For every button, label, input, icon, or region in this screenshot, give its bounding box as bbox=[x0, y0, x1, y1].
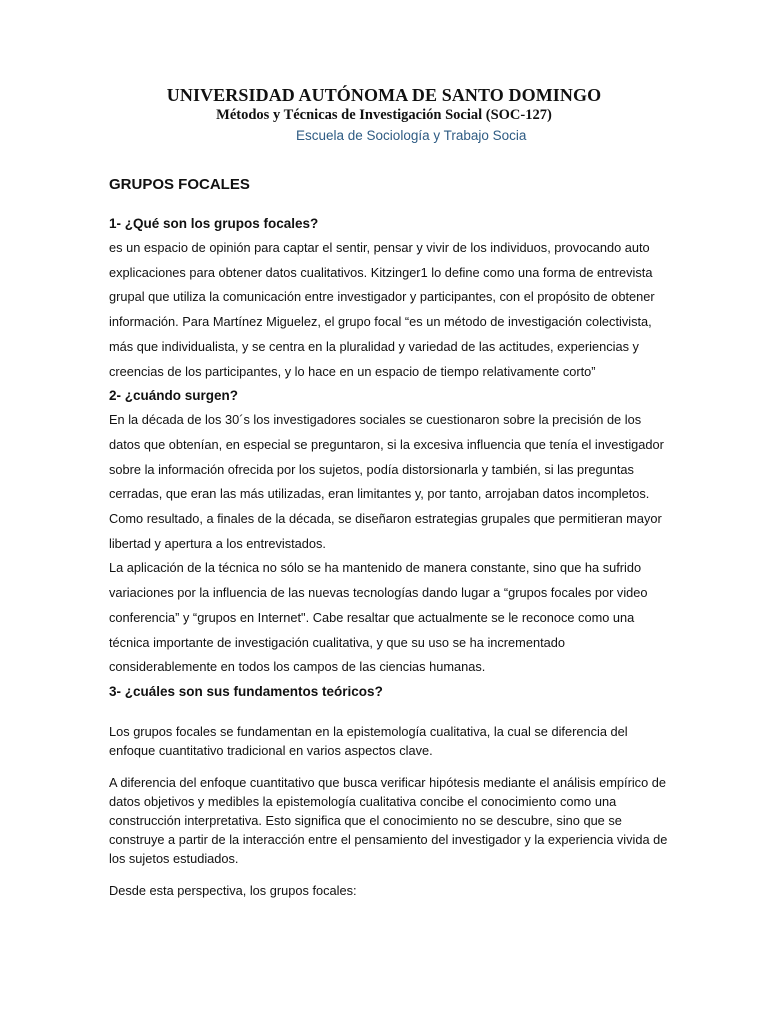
school-name: Escuela de Sociología y Trabajo Socia bbox=[296, 128, 527, 143]
answer-1: es un espacio de opinión para captar el sentir, pensar y vivir de los individuos, provocando auto explicaciones para obtener datos cualitativos. Kitzinger1 lo define como una forma de entrevista grupal que utiliza la comunicación entre investigador y participantes, con el propósito de obtener información. Para Martínez Miguelez, el grupo focal “es un método de investigación colectivista, más que individualista, y se centra en la pluralidad y variedad de las actitudes, experiencias y creencias de los participantes, y lo hace en un espacio de tiempo relativamente corto” bbox=[109, 240, 655, 379]
answer-2-part-1: En la década de los 30´s los investigadores sociales se cuestionaron sobre la precisión de los datos que obtenían, en especial se preguntaron, si la excesiva influencia que tenía el investigador sobre la información ofrecida por los sujetos, podía distorsionarla y también, si las preguntas cerradas, que eran las más utilizadas, eran limitantes y, por tanto, arrojaban datos incompletos. Como resultado, a finales de la década, se diseñaron estrategias grupales que permitieran mayor libertad y apertura a los entrevistados. bbox=[109, 412, 664, 551]
answer-3-paragraph-3: Desde esta perspectiva, los grupos focales: bbox=[109, 882, 357, 898]
section-title: GRUPOS FOCALES bbox=[109, 176, 250, 193]
question-3: 3- ¿cuáles son sus fundamentos teóricos? bbox=[109, 683, 383, 699]
question-2: 2- ¿cuándo surgen? bbox=[109, 388, 239, 404]
answer-2-part-2: La aplicación de la técnica no sólo se ha mantenido de manera constante, sino que ha sufrido variaciones por la influencia de las nuevas tecnologías dando lugar a “grupos focales por video conferencia” y “grupos en Internet". Cabe resaltar que actualmente se le reconoce como una técnica importante de investigación cualitativa, y que su uso se ha incrementado considerablemente en todos los campos de las ciencias humanas. bbox=[109, 560, 648, 675]
answer-3-paragraph-2: A diferencia del enfoque cuantitativo que busca verificar hipótesis mediante el análisis empírico de datos objetivos y medibles la epistemología cualitativa concibe el conocimiento como una construcción interpretativa. Esto significa que el conocimiento no se descubre, sino que se construye a partir de la interacción entre el pensamiento del investigador y la experiencia vivida de los sujetos estudiados. bbox=[109, 774, 668, 866]
course-title: Métodos y Técnicas de Investigación Social (SOC-127) bbox=[216, 107, 552, 123]
question-1: 1- ¿Qué son los grupos focales? bbox=[109, 216, 319, 231]
university-name: UNIVERSIDAD AUTÓNOMA DE SANTO DOMINGO bbox=[166, 85, 602, 105]
document-body bbox=[109, 212, 669, 913]
answer-3-paragraph-1: Los grupos focales se fundamentan en la epistemología cualitativa, la cual se diferencia del enfoque cuantitativo tradicional en varios aspectos clave. bbox=[109, 723, 628, 758]
